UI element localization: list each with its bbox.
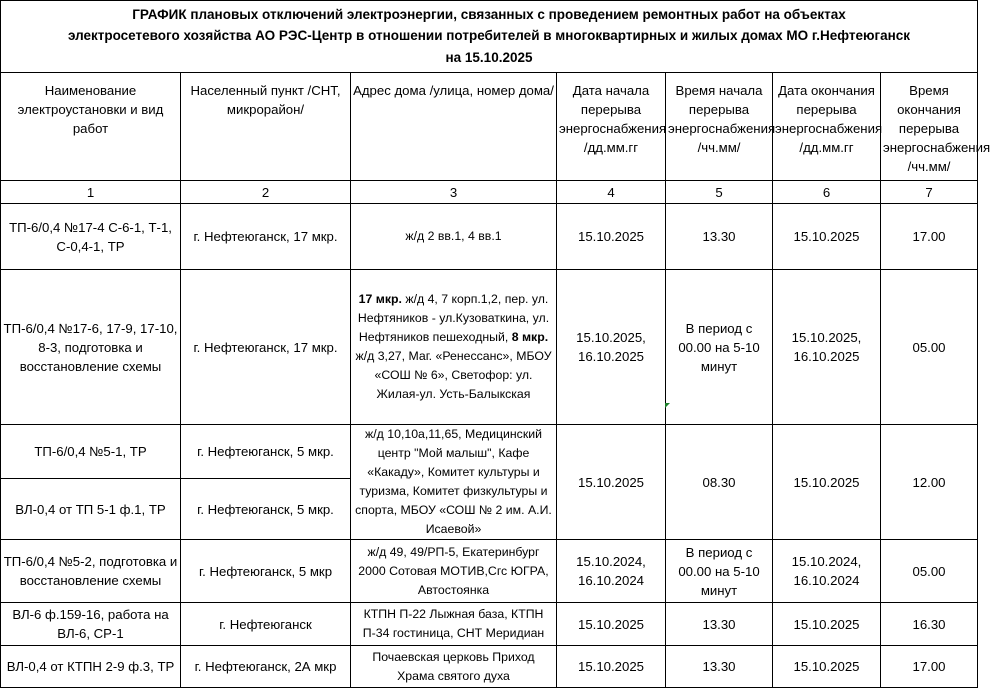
table-row [1,270,978,425]
header-start-date[interactable]: Дата начала перерыва энергоснабжения /дд.мм.гг [557,73,666,181]
cell-object[interactable]: ВЛ-0,4 от КТПН 2-9 ф.3, ТР [1,646,181,688]
cell-start-date[interactable]: 15.10.2025 [557,204,666,270]
cell-end-time[interactable]: 12.00 [881,425,978,540]
address-text: ж/д 4, 7 корп.1,2, пер. ул. Нефтяников - ул.Кузоваткина, ул. Нефтяников пешеходный, [357,292,550,344]
table-row [1,425,978,479]
cell-locality[interactable]: г. Нефтеюганск, 17 мкр. [181,270,351,425]
cell-end-date[interactable]: 15.10.2025 [773,204,881,270]
header-object[interactable]: Наименование электроустановки и вид работ [1,73,181,181]
title-block [0,0,978,73]
cell-address[interactable]: ж/д 49, 49/РП-5, Екатеринбург 2000 Сотовая МОТИВ,Сгс ЮГРА, Автостоянка [351,540,557,603]
header-address[interactable]: Адрес дома /улица, номер дома/ [351,73,557,181]
cell-locality[interactable]: г. Нефтеюганск, 5 мкр. [181,479,351,540]
address-bold-district: 8 мкр. [511,330,549,344]
cell-object[interactable]: ВЛ-0,4 от ТП 5-1 ф.1, ТР [1,479,181,540]
cell-locality[interactable]: г. Нефтеюганск, 2А мкр [181,646,351,688]
title-line-1: ГРАФИК плановых отключений электроэнергии, связанных с проведением ремонтных работ на объектах [132,7,846,22]
cell-end-date[interactable]: 15.10.2025 [773,646,881,688]
col-number[interactable]: 1 [1,181,181,204]
cell-start-time[interactable]: 13.30 [666,646,773,688]
col-number[interactable]: 5 [666,181,773,204]
cell-locality[interactable]: г. Нефтеюганск, 17 мкр. [181,204,351,270]
cell-end-date[interactable]: 15.10.2025 [773,425,881,540]
col-number[interactable]: 4 [557,181,666,204]
cell-start-date[interactable]: 15.10.2025 [557,603,666,646]
table-row [1,603,978,646]
cell-start-date[interactable]: 15.10.2025, 16.10.2025 [557,270,666,425]
cell-end-date[interactable]: 15.10.2025 [773,603,881,646]
outage-schedule-table [0,72,990,688]
title-line-3: на 15.10.2025 [445,50,533,65]
cell-object[interactable]: ВЛ-6 ф.159-16, работа на ВЛ-6, СР-1 [1,603,181,646]
cell-end-time[interactable]: 05.00 [881,540,978,603]
col-number[interactable]: 3 [351,181,557,204]
col-number[interactable]: 6 [773,181,881,204]
cell-end-date[interactable]: 15.10.2025, 16.10.2025 [773,270,881,425]
cell-object[interactable]: ТП-6/0,4 №5-1, ТР [1,425,181,479]
cell-address[interactable] [351,270,557,425]
cell-object[interactable]: ТП-6/0,4 №17-6, 17-9, 17-10, 8-3, подготовка и восстановление схемы [1,270,181,425]
cell-start-date[interactable]: 15.10.2024, 16.10.2024 [557,540,666,603]
cell-start-date[interactable]: 15.10.2025 [557,425,666,540]
col-number[interactable]: 7 [881,181,978,204]
col-number[interactable]: 2 [181,181,351,204]
cell-address[interactable]: КТПН П-22 Лыжная база, КТПН П-34 гостиница, СНТ Меридиан [351,603,557,646]
cell-object[interactable]: ТП-6/0,4 №5-2, подготовка и восстановление схемы [1,540,181,603]
header-end-time[interactable]: Время окончания перерыва энергоснабжения /чч.мм/ [881,73,978,181]
cell-start-time[interactable]: В период с 00.00 на 5-10 минут [666,270,773,425]
cell-start-date[interactable]: 15.10.2025 [557,646,666,688]
cell-end-time[interactable]: 17.00 [881,646,978,688]
table-row [1,540,978,603]
header-end-date[interactable]: Дата окончания перерыва энергоснабжения /дд.мм.гг [773,73,881,181]
cell-start-time[interactable]: 08.30 [666,425,773,540]
cell-address[interactable]: Почаевская церковь Приход Храма святого духа [351,646,557,688]
cell-object[interactable]: ТП-6/0,4 №17-4 С-6-1, Т-1, С-0,4-1, ТР [1,204,181,270]
column-number-row [1,181,978,204]
cell-locality[interactable]: г. Нефтеюганск, 5 мкр. [181,425,351,479]
title-line-2: электросетевого хозяйства АО РЭС-Центр в отношении потребителей в многоквартирных и жилых домах МО г.Нефтеюганск [67,28,911,43]
cell-end-time[interactable]: 05.00 [881,270,978,425]
table-row [1,646,978,688]
header-start-time[interactable]: Время начала перерыва энергоснабжения /чч.мм/ [666,73,773,181]
table-row [1,204,978,270]
cell-end-time[interactable]: 16.30 [881,603,978,646]
cell-address[interactable]: ж/д 2 вв.1, 4 вв.1 [351,204,557,270]
cell-address[interactable]: ж/д 10,10а,11,65, Медицинский центр "Мой малыш", Кафе «Какаду», Комитет культуры и туризма, Комитет физкультуры и спорта, МБОУ «СОШ № 2 им. А.И. Исаевой» [351,425,557,540]
header-row [1,73,978,181]
cell-comment-marker-icon [665,403,670,408]
header-locality[interactable]: Населенный пункт /СНТ, микрорайон/ [181,73,351,181]
address-text: ж/д 3,27, Маг. «Ренессанс», МБОУ «СОШ № 6», Светофор: ул. Жилая-ул. Усть-Балыкская [355,349,552,401]
cell-locality[interactable]: г. Нефтеюганск [181,603,351,646]
cell-start-time[interactable]: 13.30 [666,603,773,646]
cell-end-date[interactable]: 15.10.2024, 16.10.2024 [773,540,881,603]
cell-end-time[interactable]: 17.00 [881,204,978,270]
address-bold-district: 17 мкр. [358,292,402,306]
cell-start-time[interactable]: 13.30 [666,204,773,270]
cell-locality[interactable]: г. Нефтеюганск, 5 мкр [181,540,351,603]
cell-start-time[interactable]: В период с 00.00 на 5-10 минут [666,540,773,603]
